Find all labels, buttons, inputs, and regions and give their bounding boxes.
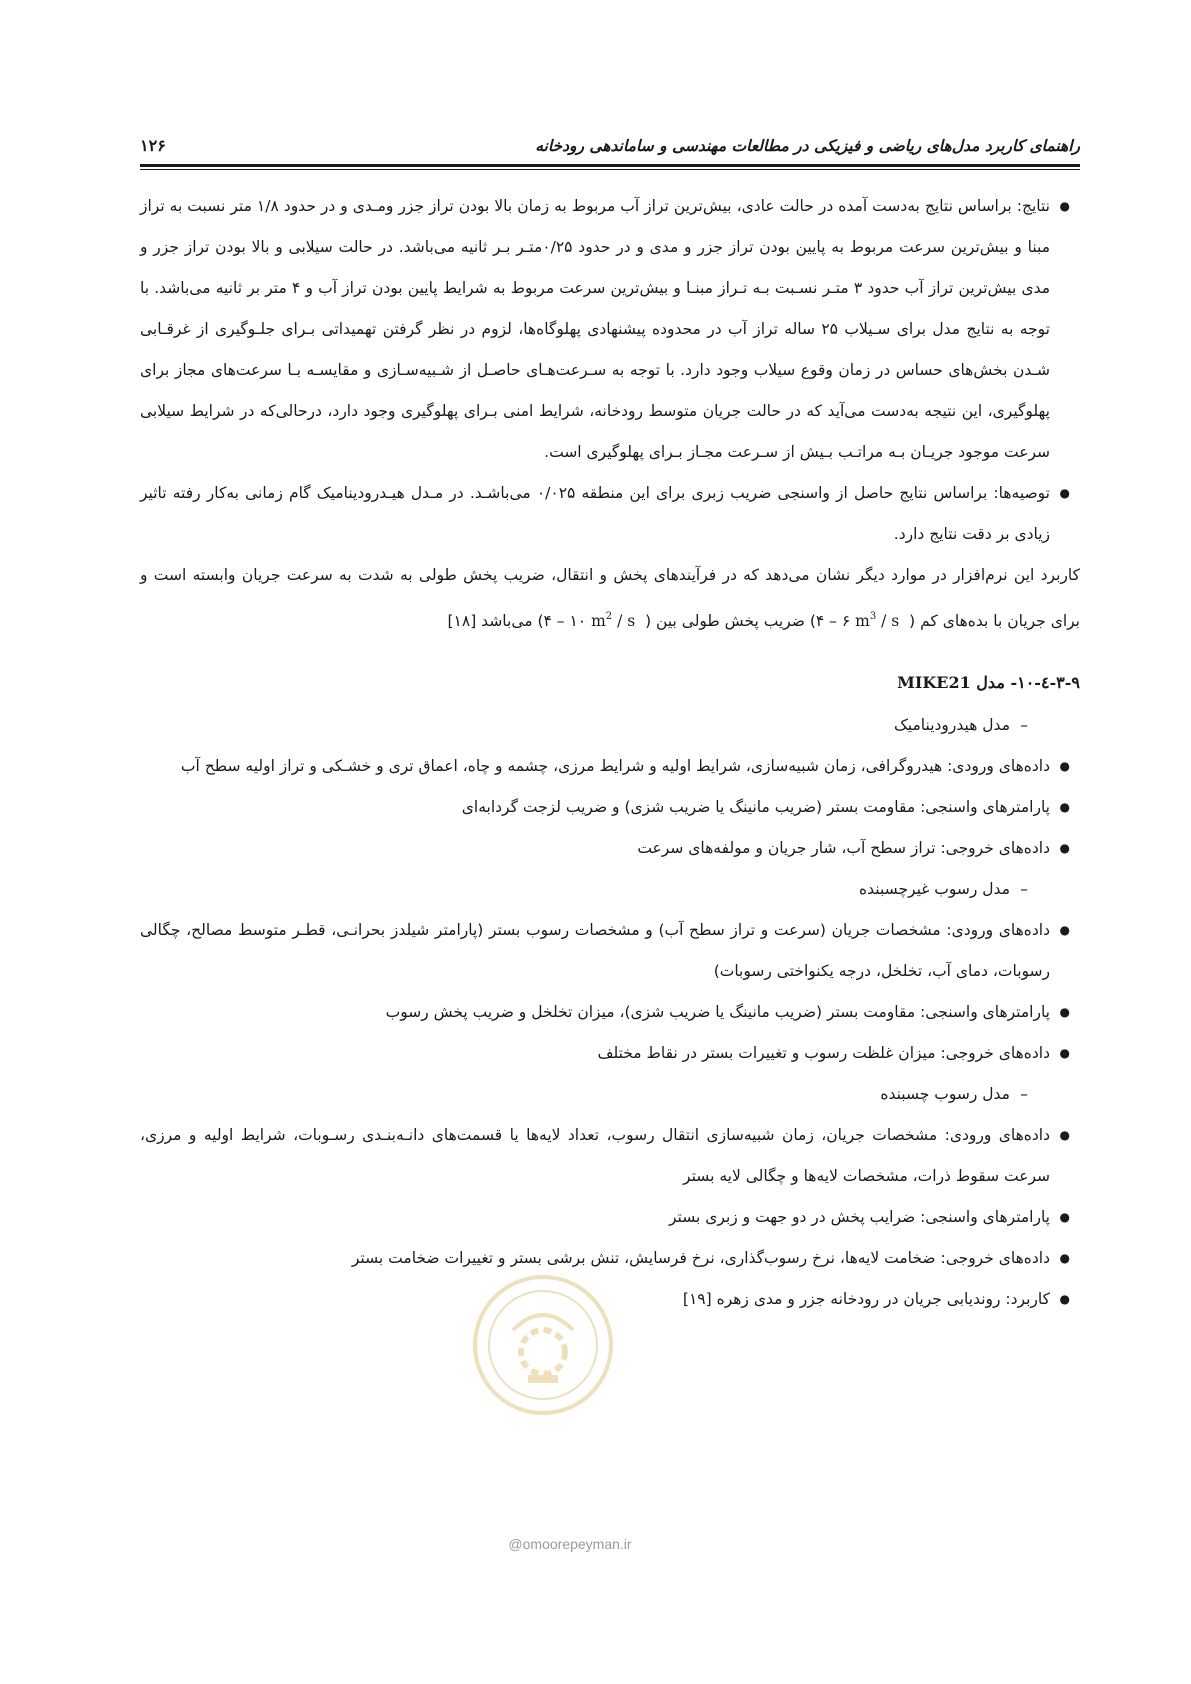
paragraph-line-1: کاربرد این نرم‌افزار در موارد دیگر نشان می‌دهد که در فرآیندهای پخش و انتقال، ضریب پخش طولی به شدت به سرعت جریان (241, 566, 1080, 584)
group-label-text: مدل رسوب غیرچسبنده (859, 880, 1010, 898)
body-paragraph (140, 555, 1080, 642)
dispersion-range-low (816, 612, 904, 630)
list-item (140, 1197, 1080, 1238)
list-item (140, 787, 1080, 828)
list-item-text: پارامترهای واسنجی: مقاومت بستر (ضریب مانینگ یا ضریب شزی)، میزان تخلخل و ضریب پخش رسوب (385, 1003, 1050, 1021)
page-header (140, 128, 1080, 162)
bullet-results (140, 186, 1080, 473)
unit-m: m (591, 612, 606, 630)
list-item (140, 1115, 1080, 1197)
paragraph-part-2: ) ضریب پخش طولی بین ( (645, 612, 816, 630)
page-number: ۱۲۶ (140, 135, 166, 155)
page-body (140, 186, 1080, 1320)
bullet-icon: ● (1059, 199, 1070, 213)
group-label-text: مدل هیدرودینامیک (893, 716, 1010, 734)
bullet-icon: ● (1059, 486, 1070, 500)
list-item-text: داده‌های ورودی: مشخصات جریان، زمان شبیه‌سازی انتقال رسوب، تعداد لایه‌ها یا قسمت‌های دانـه‌بنـدی رسـوبات، شرایط اولیه و مرزی، سرعت سقوط ذرات، مشخصات لایه‌ها و چگالی لایه بستر (140, 1126, 1050, 1185)
bullet-icon: ● (1059, 1046, 1070, 1060)
bullet-icon: ● (1059, 1005, 1070, 1019)
header-rule-thick (140, 164, 1080, 167)
list-item (140, 910, 1080, 992)
unit-m: m (855, 612, 870, 630)
watermark-text: @omoorepeyman.ir (508, 1536, 632, 1552)
list-item-text: داده‌های خروجی: ضخامت لایه‌ها، نرخ رسوب‌گذاری، نرخ فرسایش، تنش برشی بستر و تغییرات ضخامت بستر (351, 1249, 1050, 1267)
list-item-text: کاربرد: روندیابی جریان در رودخانه جزر و مدی زهره [۱۹] (682, 1290, 1050, 1308)
section-heading: ۳-۹-٤-۱۰- مدل MIKE21 (897, 673, 1080, 692)
watermark-seal-icon (468, 1270, 618, 1420)
paragraph-part-1: وابسته است و برای جریان با بده‌های کم ( (140, 566, 1080, 630)
bullet-icon: ● (1059, 800, 1070, 814)
range-value: ۴ – ۱۰ (543, 612, 587, 630)
group-label (140, 869, 1080, 910)
bullet-icon: ● (1059, 1251, 1070, 1265)
dash-icon: – (1020, 880, 1028, 898)
group-label-text: مدل رسوب چسبنده (880, 1085, 1010, 1103)
dash-icon: – (1020, 716, 1028, 734)
dispersion-range-high (544, 612, 641, 630)
group-label (140, 1074, 1080, 1115)
running-title: راهنمای کاربرد مدل‌های ریاضی و فیزیکی در مطالعات مهندسی و ساماندهی رودخانه (535, 135, 1080, 155)
header-rule-thin (140, 169, 1080, 170)
list-item (140, 746, 1080, 787)
bullet-icon: ● (1059, 923, 1070, 937)
bullet-icon: ● (1059, 1210, 1070, 1224)
unit-exponent: 2 (605, 611, 613, 622)
bullet-recommendations (140, 473, 1080, 555)
unit-per-s: / s (881, 612, 900, 630)
bullet-icon: ● (1059, 841, 1070, 855)
list-item (140, 1033, 1080, 1074)
bullet-text: نتایج: براساس نتایج به‌دست آمده در حالت عادی، بیش‌ترین تراز آب مربوط به زمان بالا بودن تراز جزر ومـدی و در حدود ۱/۸ متر نسبت به تراز مبنا و بیش‌ترین سرعت مربوط به پایین بودن تراز جزر و مدی و در حدود ۰/۲۵متـر بـر ثانیه می‌باشد. در حالت سیلابی و بالا بودن تراز جزر و مدی بیش‌ترین تراز آب حدود ۳ متـر نسـبت بـه تـراز مبنـا و بیش‌ترین سرعت مربوط به شرایط پایین بودن تراز آب و ۴ متر بر ثانیه می‌باشد. با توجه به نتایج مدل برای سـیلاب ۲۵ ساله تراز آب در محدوده پیشنهادی پهلوگاه‌ها، لزوم در نظر گرفتن تهمیداتی بـرای جلـوگیری از غرقـابی شـدن بخش‌های حساس در زمان وقوع سیلاب وجود دارد. با توجه به سـرعت‌هـای حاصـل از شـبیه‌سـازی و مقایسـه بـا سرعت‌های مجاز برای پهلوگیری، این نتیجه به‌دست می‌آید که در حالت جریان متوسط رودخانه، شرایط امنی بـرای پهلوگیری وجود دارد، درحالی‌که در شرایط سیلابی سرعت موجود جریـان بـه مراتـب بـیش از سـرعت مجـاز بـرای پهلوگیری است. (140, 197, 1051, 461)
list-item-text: پارامترهای واسنجی: ضرایب پخش در دو جهت و زبری بستر (668, 1208, 1050, 1226)
list-item-text: داده‌های خروجی: تراز سطح آب، شار جریان و مولفه‌های سرعت (637, 839, 1050, 857)
dash-icon: – (1020, 1085, 1028, 1103)
list-item-text: داده‌های ورودی: مشخصات جریان (سرعت و تراز سطح آب) و مشخصات رسوب بستر (پارامتر شیلدز بحرانـی، قطـر متوسط مصالح، چگالی رسوبات، دمای آب، تخلخل، درجه یکنواختی رسوبات) (140, 921, 1050, 980)
list-item (140, 828, 1080, 869)
unit-exponent: 3 (869, 611, 877, 622)
bullet-icon: ● (1059, 1128, 1070, 1142)
list-item-text: داده‌های ورودی: هیدروگرافی، زمان شبیه‌سازی، شرایط اولیه و شرایط مرزی، چشمه و چاه، اعماق تری و خشـکی و تراز اولیه سطح آب (180, 757, 1050, 775)
bullet-icon: ● (1059, 1292, 1070, 1306)
paragraph-part-3: ) می‌باشد [۱۸] (447, 612, 544, 630)
list-item-text: داده‌های خروجی: میزان غلظت رسوب و تغییرات بستر در نقاط مختلف (597, 1044, 1050, 1062)
unit-per-s: / s (617, 612, 636, 630)
range-value: ۴ – ۶ (815, 612, 851, 630)
list-item (140, 992, 1080, 1033)
bullet-icon: ● (1059, 759, 1070, 773)
group-label (140, 705, 1080, 746)
bullet-text: توصیه‌ها: براساس نتایج حاصل از واسنجی ضریب زبری برای این منطقه ۰/۰۲۵ می‌باشـد. در مـدل هیـدرودینامیک گام زمانی به‌کار رفته تاثیر زیادی بر دقت نتایج دارد. (140, 484, 1050, 543)
list-item-text: پارامترهای واسنجی: مقاومت بستر (ضریب مانینگ یا ضریب شزی) و ضریب لزجت گردابه‌ای (461, 798, 1050, 816)
